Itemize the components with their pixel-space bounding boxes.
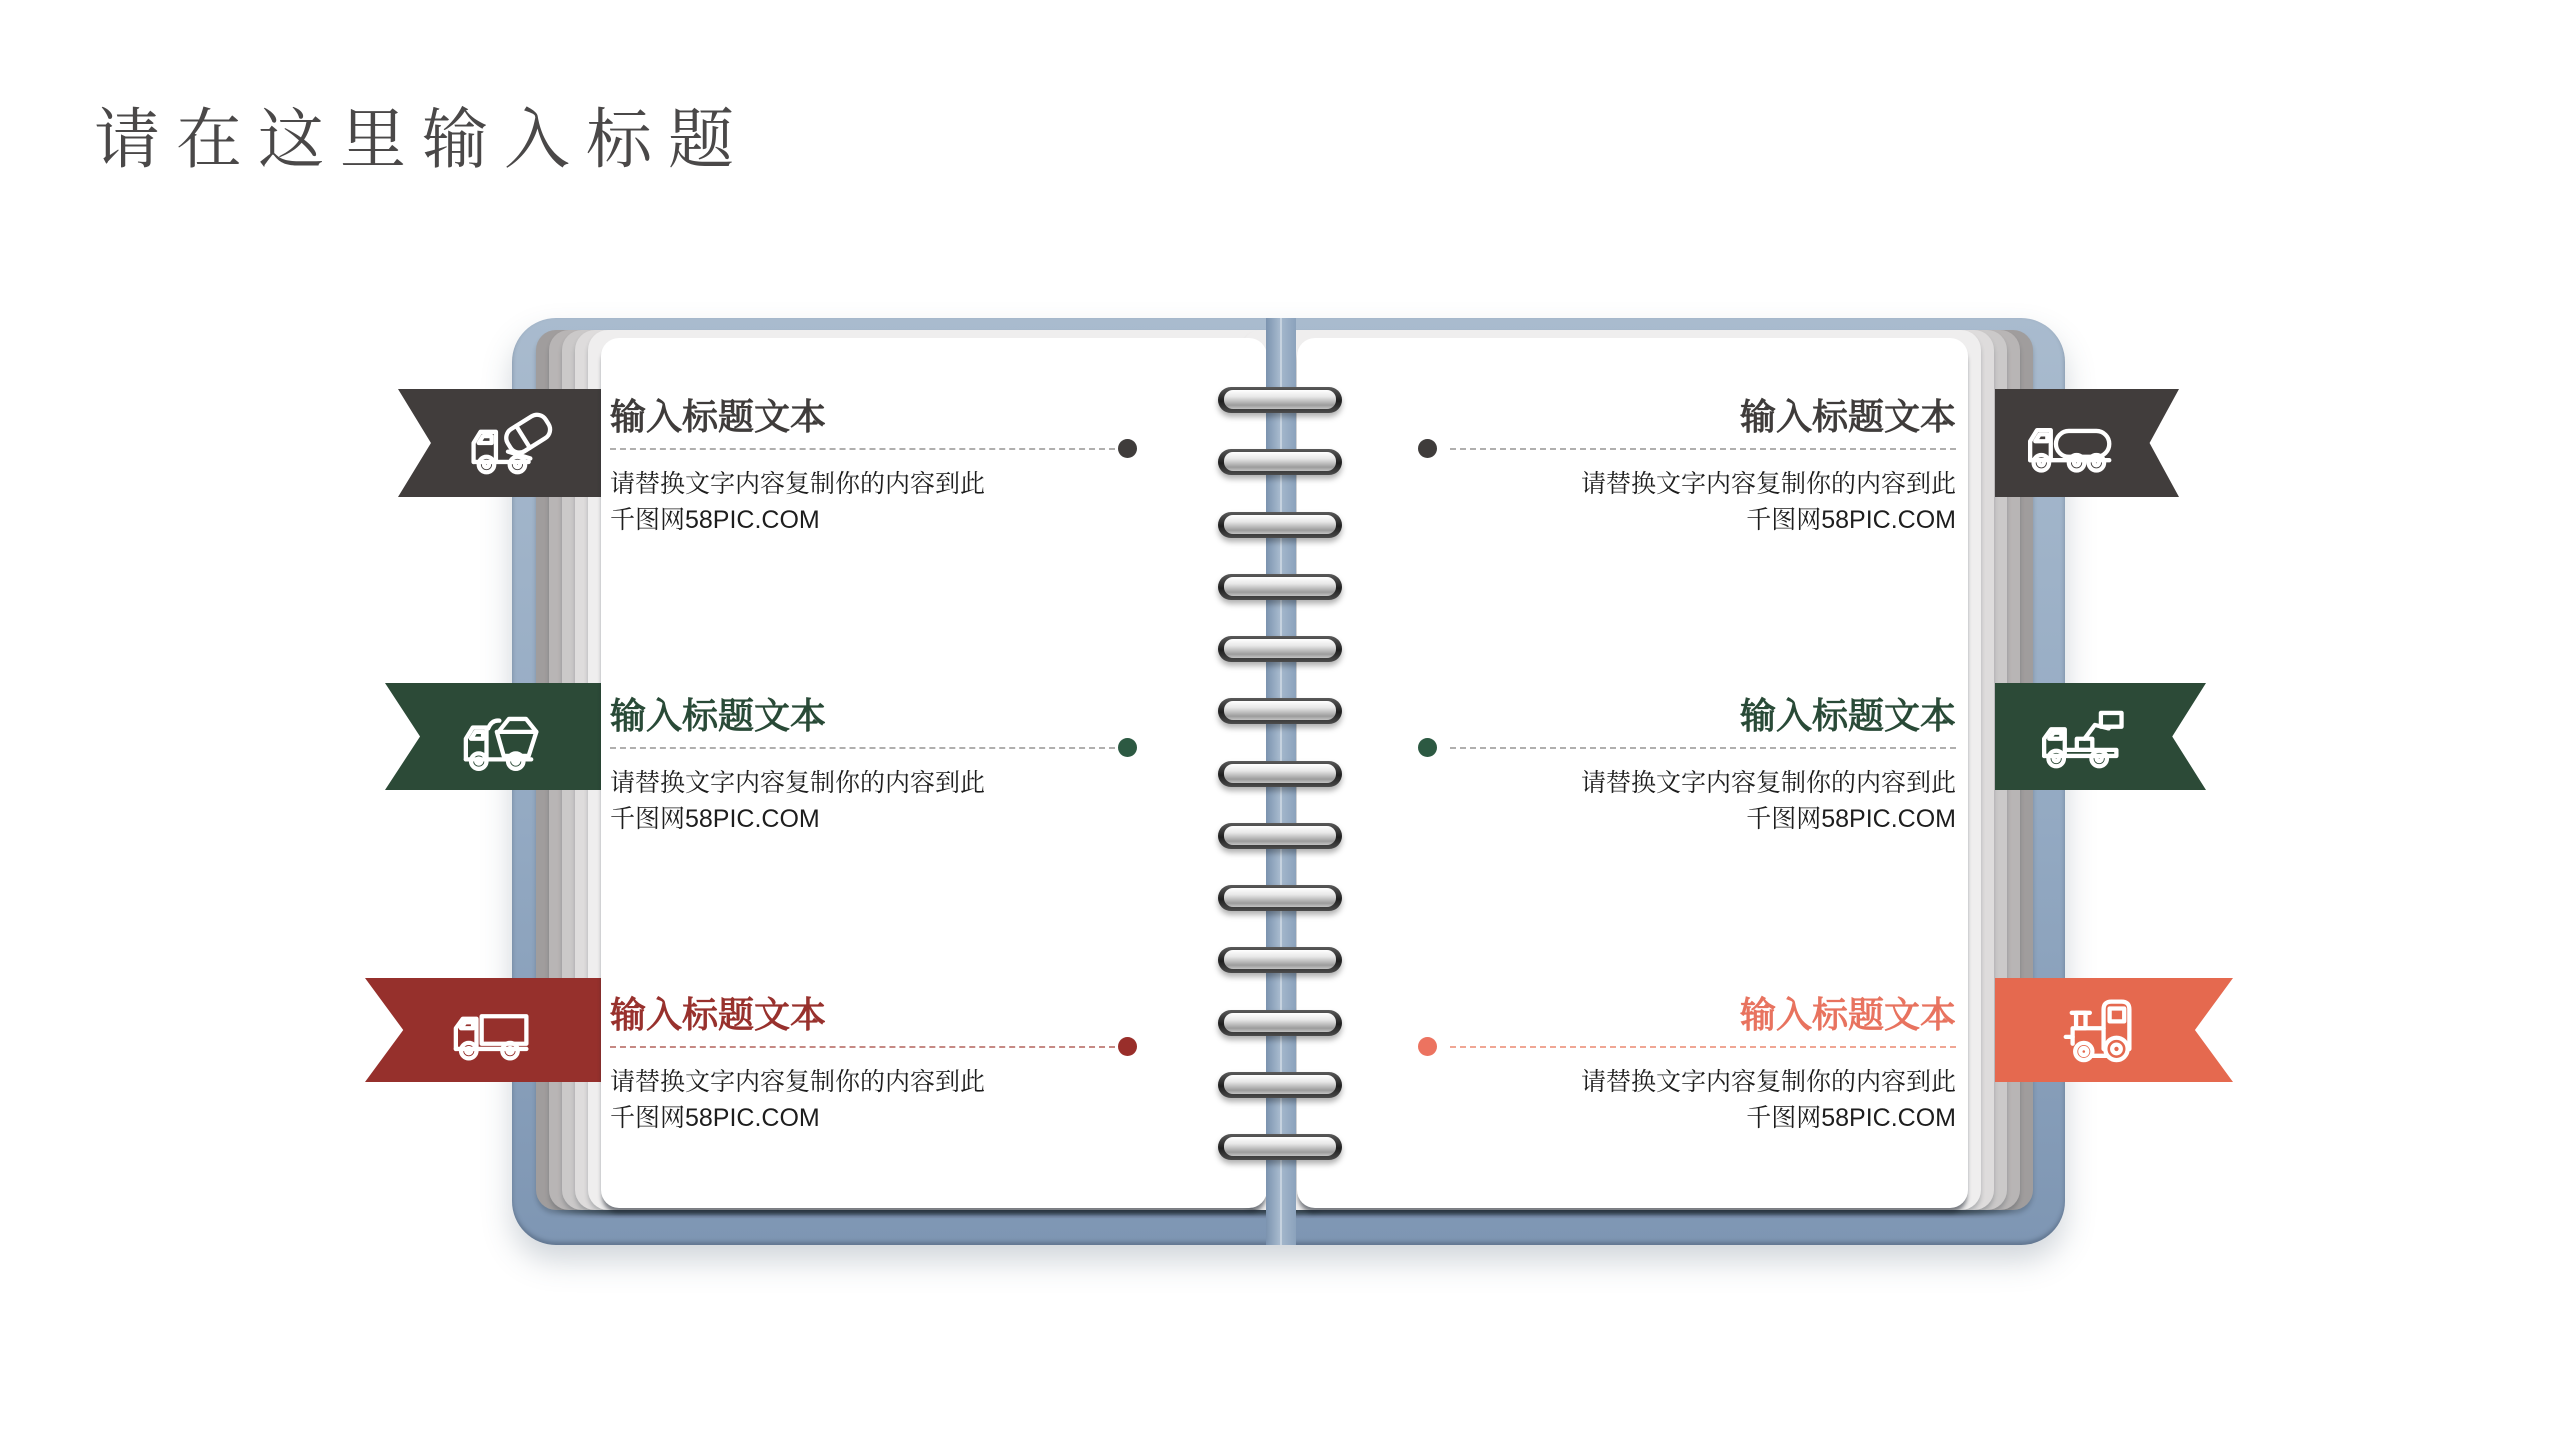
spiral-ring (1218, 574, 1342, 600)
block-body-line: 千图网58PIC.COM (1746, 1104, 1956, 1132)
spiral-ring (1218, 698, 1342, 724)
block-body-line: 千图网58PIC.COM (1746, 506, 1956, 534)
block-body-line: 请替换文字内容复制你的内容到此 (1580, 769, 1956, 797)
block-body-line: 千图网58PIC.COM (610, 506, 820, 534)
block-dot (1118, 1037, 1137, 1056)
spiral-ring (1218, 1072, 1342, 1098)
bucket-truck-icon (2029, 694, 2147, 780)
block-divider (1450, 448, 1956, 450)
block-divider (610, 448, 1115, 450)
mixer-truck-icon (455, 400, 573, 486)
block-body (610, 1064, 1115, 1136)
block-body-line: 千图网58PIC.COM (1746, 805, 1956, 833)
block-body (610, 765, 1115, 837)
block-title: 输入标题文本 (610, 994, 827, 1035)
block-dot (1118, 439, 1137, 458)
block-divider (610, 1046, 1115, 1048)
dump-truck-icon (449, 694, 567, 780)
spiral-ring (1218, 449, 1342, 475)
block-title: 输入标题文本 (1739, 396, 1956, 437)
block-body-line: 请替换文字内容复制你的内容到此 (610, 769, 986, 797)
block-divider (610, 747, 1115, 749)
content-block (610, 695, 1115, 837)
block-title: 输入标题文本 (610, 396, 827, 437)
content-block (610, 396, 1115, 538)
slide-title: 请在这里输入标题 (94, 102, 750, 176)
spiral-ring (1218, 636, 1342, 662)
spiral-ring (1218, 947, 1342, 973)
spiral-ring (1218, 1010, 1342, 1036)
spiral-ring (1218, 1134, 1342, 1160)
ribbon-left-2 (385, 683, 604, 790)
block-title: 输入标题文本 (1739, 994, 1956, 1035)
ribbon-right-2 (1995, 683, 2206, 790)
block-body (1450, 765, 1956, 837)
block-dot (1418, 439, 1437, 458)
block-body-line: 千图网58PIC.COM (610, 805, 820, 833)
tanker-truck-icon (2015, 400, 2133, 486)
block-body-line: 请替换文字内容复制你的内容到此 (610, 1068, 986, 1096)
block-dot (1118, 738, 1137, 757)
block-divider (1450, 1046, 1956, 1048)
box-truck-icon (439, 987, 557, 1073)
spiral-ring (1218, 761, 1342, 787)
block-title: 输入标题文本 (610, 695, 827, 736)
spiral-ring (1218, 885, 1342, 911)
block-body (1450, 466, 1956, 538)
block-body-line: 请替换文字内容复制你的内容到此 (1580, 470, 1956, 498)
content-block (610, 994, 1115, 1136)
block-title: 输入标题文本 (1739, 695, 1956, 736)
tractor-icon (2042, 987, 2160, 1073)
block-body-line: 请替换文字内容复制你的内容到此 (1580, 1068, 1956, 1096)
block-divider (1450, 747, 1956, 749)
block-dot (1418, 738, 1437, 757)
block-body-line: 千图网58PIC.COM (610, 1104, 820, 1132)
ribbon-left-1 (398, 389, 604, 497)
ribbon-left-3 (365, 978, 604, 1082)
ribbon-right-3 (1995, 978, 2233, 1082)
spiral-ring (1218, 823, 1342, 849)
content-block (1450, 695, 1956, 837)
block-body (610, 466, 1115, 538)
block-body-line: 请替换文字内容复制你的内容到此 (610, 470, 986, 498)
block-body (1450, 1064, 1956, 1136)
ribbon-right-1 (1995, 389, 2179, 497)
spiral-ring (1218, 387, 1342, 413)
content-block (1450, 396, 1956, 538)
block-dot (1418, 1037, 1437, 1056)
content-block (1450, 994, 1956, 1136)
spiral-ring (1218, 512, 1342, 538)
